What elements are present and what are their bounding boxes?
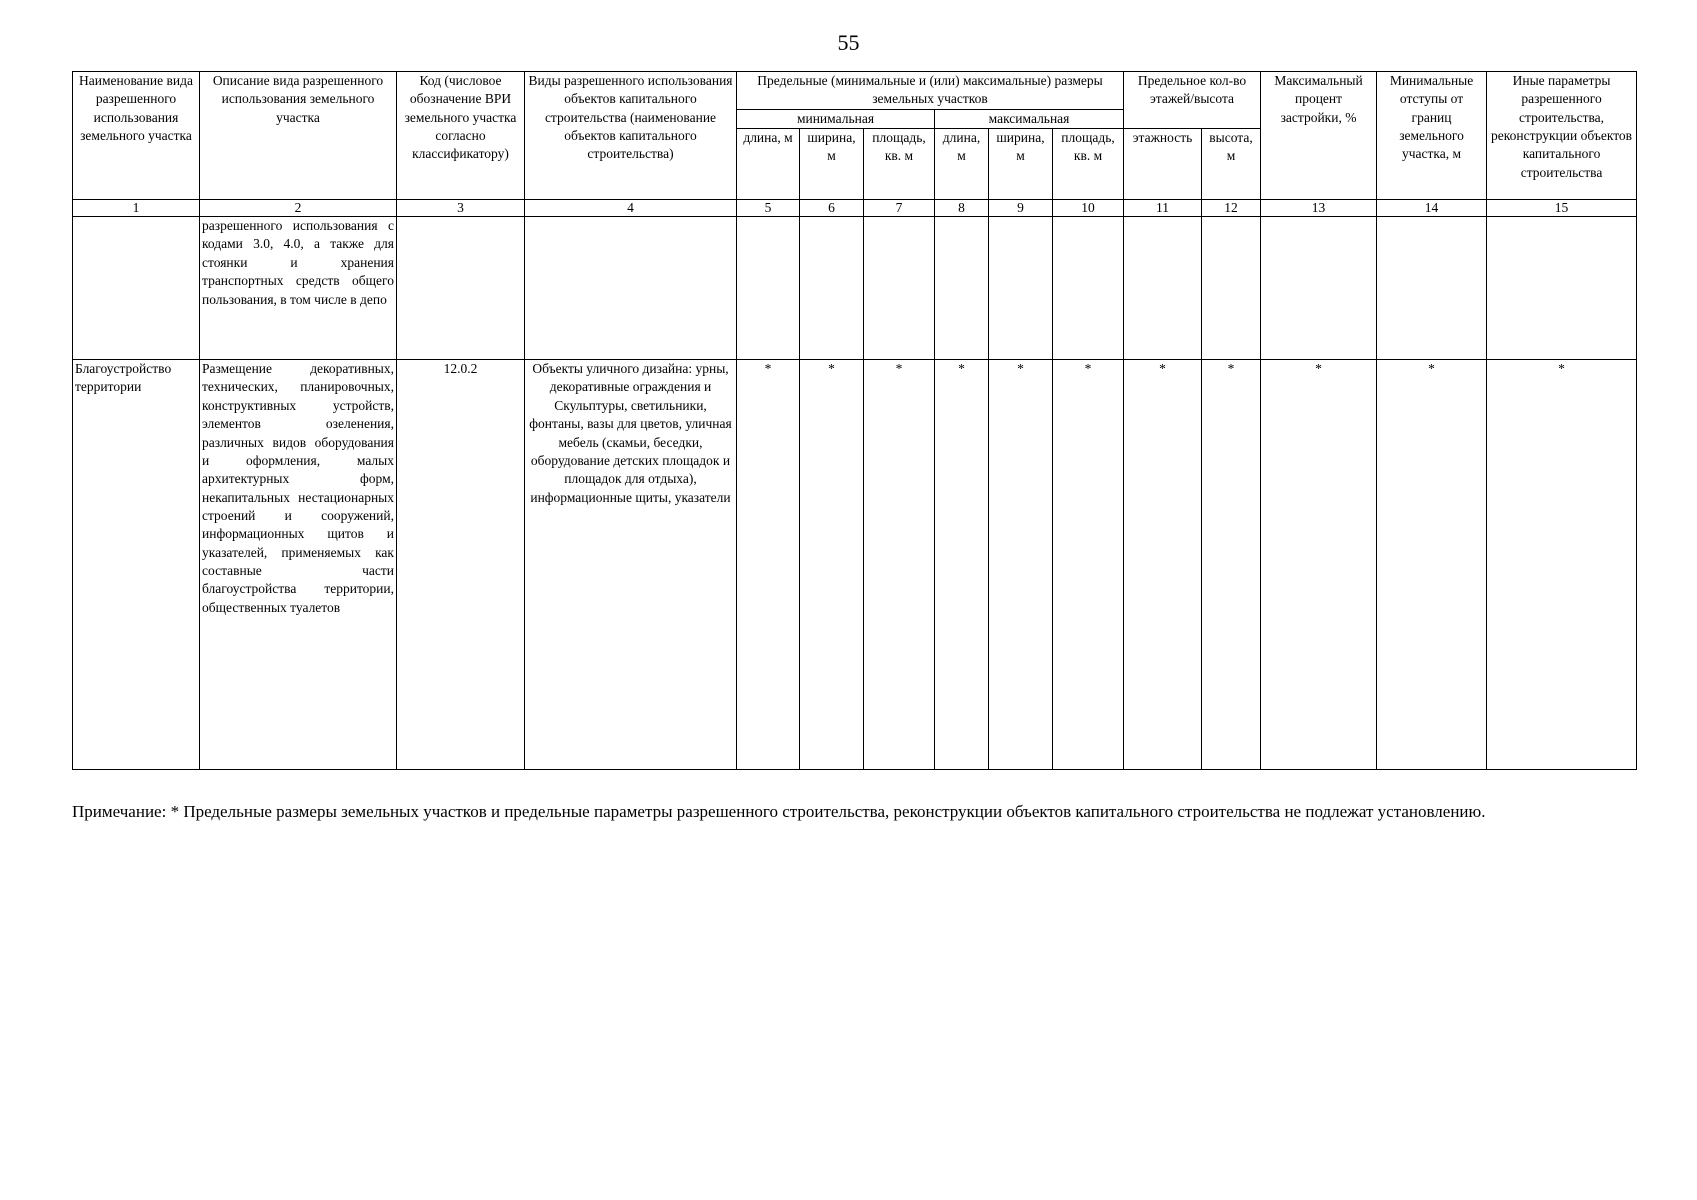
cell-param: * (737, 360, 800, 770)
page-number: 55 (837, 30, 860, 55)
cell-land-use-name: Благоустройство территории (73, 360, 200, 770)
cell-param: * (989, 360, 1053, 770)
table-row (73, 360, 1637, 770)
cell-param: * (935, 360, 989, 770)
header-land-use-code: Код (числовое обозначение ВРИ земельного участка согласно классификатору) (397, 72, 525, 200)
column-number: 11 (1124, 200, 1202, 217)
column-number: 12 (1202, 200, 1261, 217)
header-max-length: длина, м (935, 129, 989, 200)
cell-param (1261, 217, 1377, 360)
cell-param: * (1053, 360, 1124, 770)
header-max-area: площадь, кв. м (1053, 129, 1124, 200)
land-use-table (72, 71, 1637, 770)
cell-param: * (1377, 360, 1487, 770)
header-land-use-description: Описание вида разрешенного использования земельного участка (200, 72, 397, 200)
cell-param: * (1124, 360, 1202, 770)
column-number: 8 (935, 200, 989, 217)
cell-param (1377, 217, 1487, 360)
column-number: 3 (397, 200, 525, 217)
header-max-width: ширина, м (989, 129, 1053, 200)
cell-param (1124, 217, 1202, 360)
cell-capital-objects: Объекты уличного дизайна: урны, декоративные ограждения и Скульптуры, светильники, фонтаны, вазы для цветов, уличная мебель (скамьи, беседки, оборудование детских площадок и площадок для отдыха), информационные щиты, указатели (525, 360, 737, 770)
header-min-width: ширина, м (800, 129, 864, 200)
column-number: 6 (800, 200, 864, 217)
header-min-setbacks: Минимальные отступы от границ земельного участка, м (1377, 72, 1487, 200)
header-minimum: минимальная (737, 109, 935, 128)
cell-land-use-code (397, 217, 525, 360)
header-height: высота, м (1202, 129, 1261, 200)
header-floors: этажность (1124, 129, 1202, 200)
header-floors-height: Предельное кол-во этажей/высота (1124, 72, 1261, 129)
header-max-build-percent: Максимальный процент застройки, % (1261, 72, 1377, 200)
header-row-top (73, 72, 1637, 110)
column-number: 7 (864, 200, 935, 217)
column-number: 15 (1487, 200, 1637, 217)
cell-land-use-code: 12.0.2 (397, 360, 525, 770)
cell-param (989, 217, 1053, 360)
column-number: 5 (737, 200, 800, 217)
header-other-params: Иные параметры разрешенного строительства, реконструкции объектов капитального строительства (1487, 72, 1637, 200)
header-capital-objects: Виды разрешенного использования объектов капитального строительства (наименование объектов капитального строительства) (525, 72, 737, 200)
column-number: 2 (200, 200, 397, 217)
cell-param: * (1487, 360, 1637, 770)
cell-param: * (1261, 360, 1377, 770)
cell-param: * (1202, 360, 1261, 770)
table-row (73, 217, 1637, 360)
cell-param (1487, 217, 1637, 360)
cell-param (864, 217, 935, 360)
header-maximum: максимальная (935, 109, 1124, 128)
cell-param (935, 217, 989, 360)
column-number: 13 (1261, 200, 1377, 217)
footnote: Примечание: * Предельные размеры земельных участков и предельные параметры разрешенного строительства, реконструкции объектов капитального строительства не подлежат установлению. (72, 802, 1486, 821)
header-min-length: длина, м (737, 129, 800, 200)
cell-param: * (800, 360, 864, 770)
cell-land-use-name (73, 217, 200, 360)
column-number: 1 (73, 200, 200, 217)
cell-param (1202, 217, 1261, 360)
cell-capital-objects (525, 217, 737, 360)
column-number: 4 (525, 200, 737, 217)
column-number: 10 (1053, 200, 1124, 217)
cell-land-use-description: Размещение декоративных, технических, планировочных, конструктивных устройств, элементов озеленения, различных видов оборудования и оформления, малых архитектурных форм, некапитальных нестационарных строений и сооружений, информационных щитов и указателей, применяемых как составные части благоустройства территории, общественных туалетов (200, 360, 397, 770)
column-number: 14 (1377, 200, 1487, 217)
cell-param (737, 217, 800, 360)
cell-param: * (864, 360, 935, 770)
header-plot-size-limits: Предельные (минимальные и (или) максимальные) размеры земельных участков (737, 72, 1124, 110)
column-number-row (73, 200, 1637, 217)
cell-param (800, 217, 864, 360)
header-min-area: площадь, кв. м (864, 129, 935, 200)
column-number: 9 (989, 200, 1053, 217)
header-land-use-name: Наименование вида разрешенного использования земельного участка (73, 72, 200, 200)
cell-param (1053, 217, 1124, 360)
cell-land-use-description: разрешенного использования с кодами 3.0, 4.0, а также для стоянки и хранения транспортных средств общего пользования, в том числе в депо (200, 217, 397, 360)
